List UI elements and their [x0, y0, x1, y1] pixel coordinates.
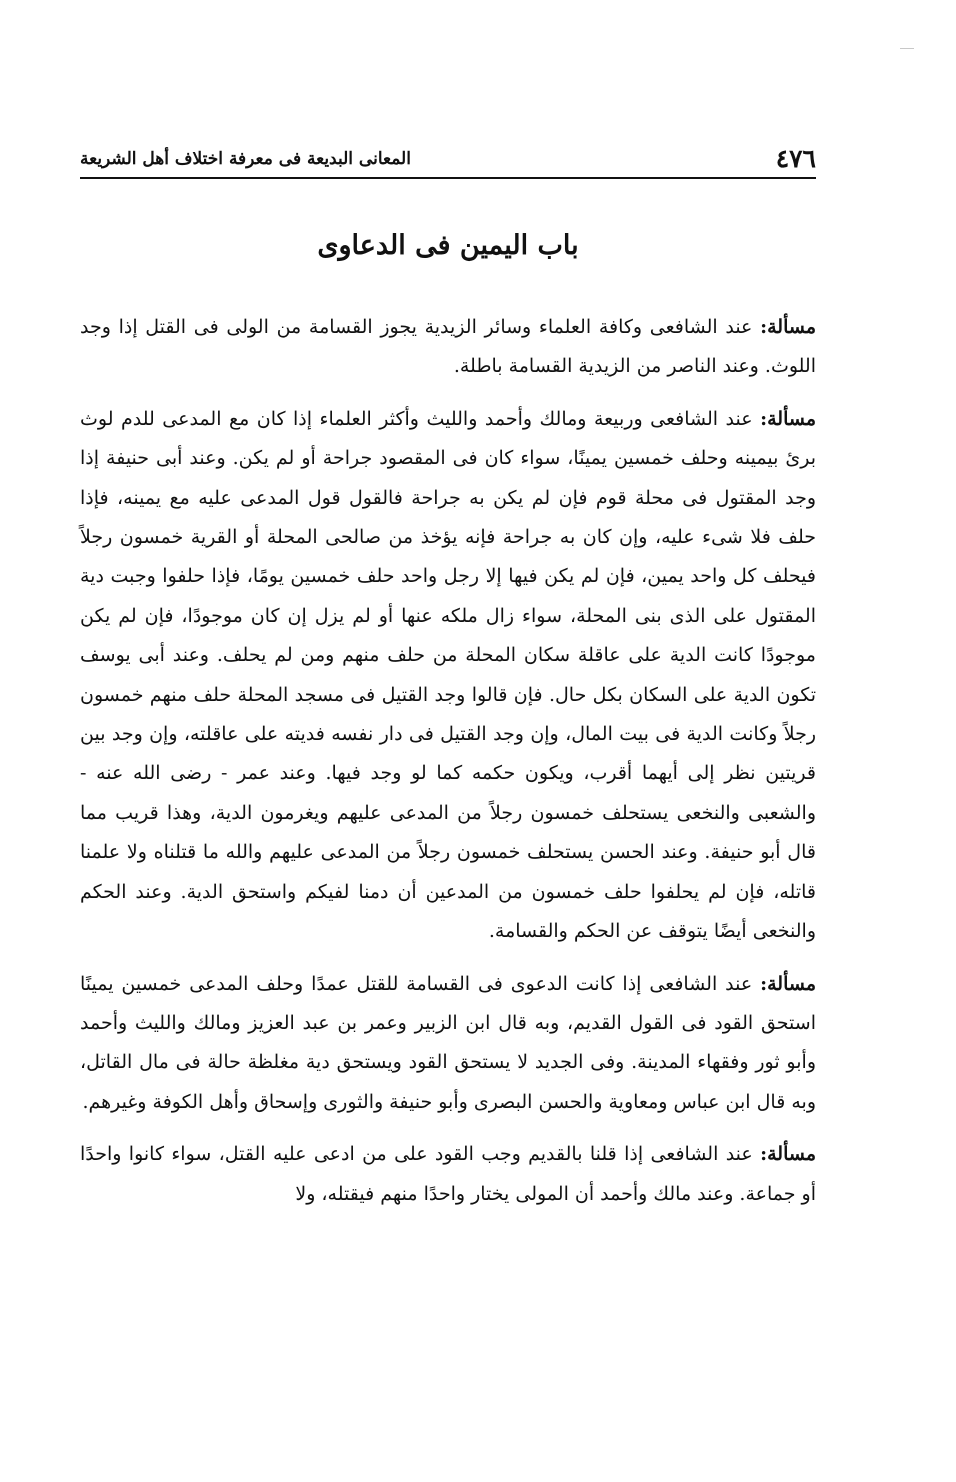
issue-paragraph: [80, 965, 816, 1123]
header-rule: [80, 177, 816, 179]
issue-text: عند الشافعى وكافة العلماء وسائر الزيدية يجوز القسامة من الولى فى القتل إذا وجد اللوث. وعند الناصر من الزيدية القسامة باطلة.: [80, 316, 816, 378]
issue-paragraph: [80, 308, 816, 387]
issue-paragraph: [80, 1135, 816, 1214]
page-number: ٤٧٦: [775, 144, 816, 173]
issue-label: مسألة:: [760, 1143, 817, 1166]
body-text: [80, 308, 816, 1227]
issue-text: عند الشافعى إذا كانت الدعوى فى القسامة للقتل عمدًا وحلف المدعى خمسين يمينًا استحق القود فى القول القديم، وبه قال ابن الزبير وعمر بن عبد العزيز ومالك والليث وأحمد وأبو ثور وفقهاء المدينة. وفى الجديد لا يستحق القود ويستحق دية مغلظة حالة فى مال القاتل، وبه قال ابن عباس ومعاوية والحسن البصرى وأبو حنيفة والثورى وإسحاق وأهل الكوفة وغيرهم.: [80, 972, 816, 1113]
issue-label: مسألة:: [760, 972, 816, 995]
issue-paragraph: [80, 400, 816, 952]
issue-text: عند الشافعى إذا قلنا بالقديم وجب القود على من ادعى عليه القتل، سواء كانوا واحدًا أو جماعة. وعند مالك وأحمد أن المولى يختار واحدًا منهم فيقتله، ولا: [80, 1143, 816, 1205]
issue-text: عند الشافعى وربيعة ومالك وأحمد والليث وأكثر العلماء إذا كان مع المدعى للدم لوث برئ بيمينه وحلف خمسين يمينًا، سواء كان فى المقصود جراحة أو لم يكن. وعند أبى حنيفة إذا وجد المقتول فى محلة قوم فإن لم يكن به جراحة فالقول قول المدعى عليه مع يمينه، فإذا حلف فلا شىء عليه، وإن كان به جراحة فإنه يؤخذ من صالحى المحلة أو القرية خمسون رجلاً فيحلف كل واحد يمين، فإن لم يكن فيها إلا رجل واحد حلف خمسين يومًا، فإذا حلفوا وجبت دية المقتول على الذى بنى المحلة، سواء زال ملكه عنها أو لم يزل إن كان موجودًا، فإن لم يكن موجودًا كانت الدية على عاقلة سكان المحلة من حلف منهم ومن لم يحلف. وعند أبى يوسف تكون الدية على السكان بكل حال. فإن قالوا وجد القتيل فى مسجد المحلة حلف منهم خمسون رجلاً وكانت الدية فى بيت المال، وإن وجد القتيل فى دار نفسه فديته على عاقلته، وإن وجد بين قريتين نظر إلى أيهما أقرب، ويكون حكمه كما لو وجد فيها. وعند عمر - رضى الله عنه - والشعبى والنخعى يستحلف خمسون رجلاً من المدعى عليهم ويغرمون الدية، وهذا قريب مما قال أبو حنيفة. وعند الحسن يستحلف خمسون رجلاً من المدعى عليهم والله ما قتلناه ولا علمنا قاتله، فإن لم يحلفوا حلف خمسون من المدعين أن دمنا لفيكم واستحق الدية. وعند الحكم والنخعى أيضًا يتوقف عن الحكم والقسامة.: [80, 407, 816, 943]
scan-mark: [900, 48, 914, 49]
issue-label: مسألة:: [760, 316, 816, 338]
issue-label: مسألة:: [760, 407, 816, 430]
chapter-title: باب اليمين فى الدعاوى: [317, 230, 579, 261]
page-header: [80, 138, 816, 174]
running-title: المعانى البديعة فى معرفة اختلاف أهل الشريعة: [80, 149, 411, 169]
